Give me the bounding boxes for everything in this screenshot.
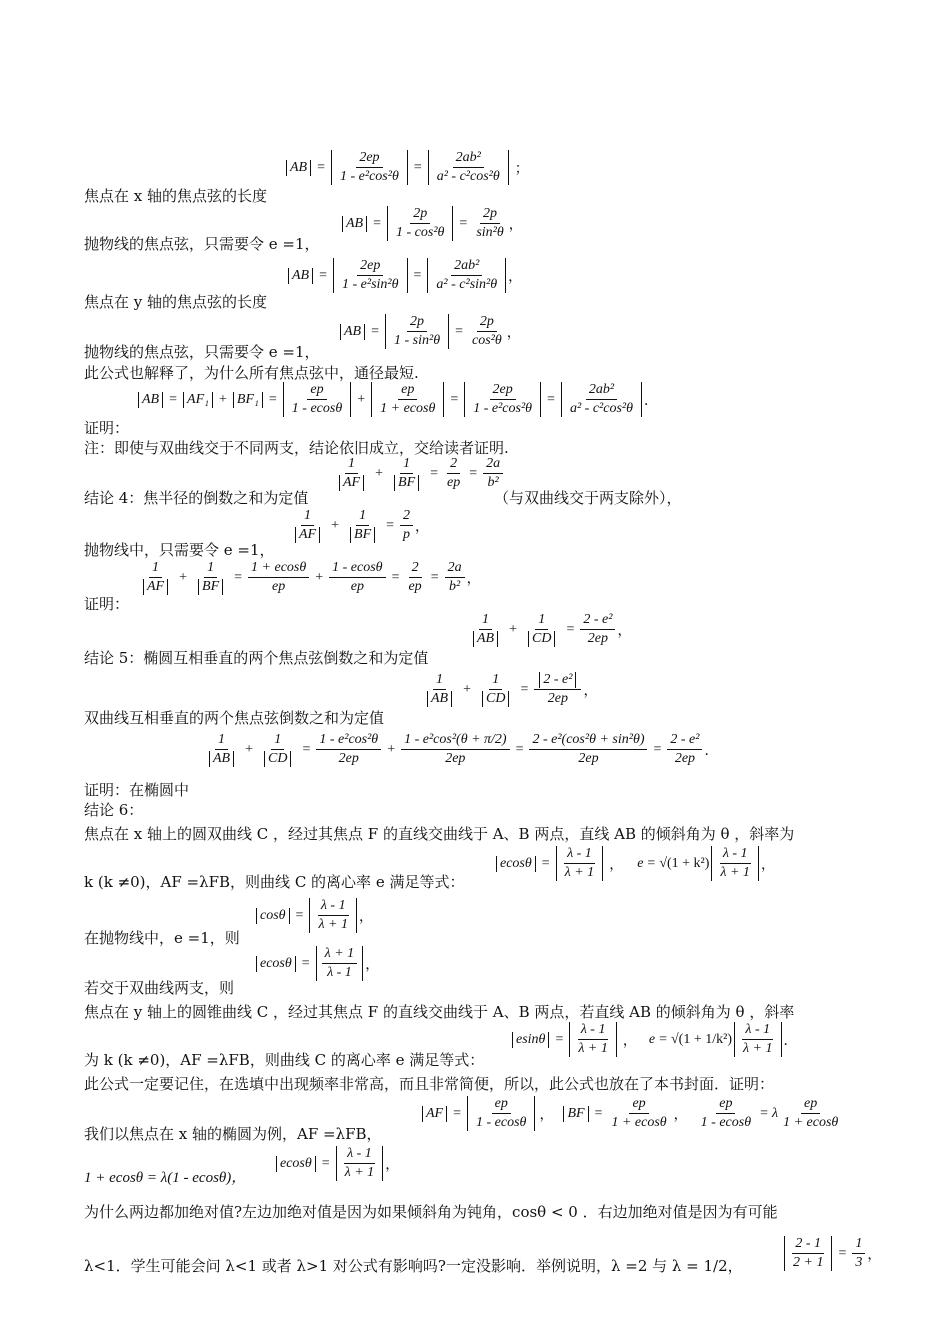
formula-parabola-cos: cosθ = $\frac{\lambda - 1}{\lambda + 1}$ ， — [254, 898, 373, 933]
formula-ab-y-axis: AB = $\frac{2ep}{\text{1 - e²sin²θ}}$ = $\frac{\text{2ab²}}{\text{a² - c²sin²θ}}$ ， — [286, 258, 522, 293]
text-line: 在抛物线中，e =1，则 — [84, 929, 240, 947]
formula-result6: ecosθ = $\frac{\lambda - 1}{\lambda + 1}$ ， — [274, 1146, 399, 1181]
text-line: 结论 4：焦半径的倒数之和为定值 — [84, 489, 309, 507]
text-line: 1 + ecosθ = λ(1 - ecosθ)， — [84, 1170, 247, 1186]
text-line: 结论 6： — [84, 801, 144, 819]
formula-example: $\frac{2 - 1}{2 + 1}$ = $\frac{1}{3}$ ， — [782, 1236, 881, 1271]
formula-parabola-y: AB = $\frac{2p}{\text{1 - sin²θ}}$ = $\frac{2p}{\text{cos²θ}}$ ， — [338, 314, 521, 349]
text-line: 焦点在 x 轴的焦点弦的长度 — [84, 187, 267, 205]
formula-conclusion5-ellipse: $\frac{1}{AB}$ + $\frac{1}{CD}$ = $\frac{\text{2 - e²}}{2ep}$ ， — [466, 612, 631, 647]
text-line: 双曲线互相垂直的两个焦点弦倒数之和为定值 — [84, 709, 385, 727]
formula-conclusion5-hyperbola: $\frac{1}{AB}$ + $\frac{1}{CD}$ = $\frac{\text{2 - e²}}{2ep}$ ， — [420, 672, 597, 707]
formula-proof6: AF = $\frac{ep}{1 - ecos\theta}$ ， BF = $\frac{ep}{1 + ecos\theta}$ ， $\frac{ep}{1 - ecos\theta}$ = λ $\frac{ep}{1 + ecos\theta}$ — [420, 1096, 843, 1131]
formula-parabola-sum: $\frac{1}{AF}$ + $\frac{1}{BF}$ = $\frac{2}{p}$ ， — [288, 508, 429, 543]
text-line: 为 k (k ≠0)，AF =λFB，则曲线 C 的离心率 e 满足等式： — [84, 1051, 485, 1069]
text-line: 焦点在 y 轴的焦点弦的长度 — [84, 293, 268, 311]
text-line: 此公式也解释了，为什么所有焦点弦中，通径最短. — [84, 364, 419, 382]
formula-proof-ab: AB = AF₁ + BF₁ = $\frac{ep}{1 - ecos\theta}$ + $\frac{ep}{1 + ecos\theta}$ = $\frac{2ep}{\text{1 - e²cos²θ}}$ = $\frac{\text{2ab²}}{\text{a² - c²cos²θ}}$ ． — [136, 382, 658, 417]
text-line: 焦点在 x 轴上的圆双曲线 C ，经过其焦点 F 的直线交曲线于 A、B 两点，直线 AB 的倾斜角为 θ ，斜率为 — [84, 825, 795, 843]
text-line: 抛物线的焦点弦，只需要令 e =1， — [84, 235, 320, 253]
formula-conclusion6-x: ecosθ = $\frac{\lambda - 1}{\lambda + 1}$ ， e = √(1 + k²) $\frac{\lambda - 1}{\lambda + 1}$ ， — [494, 846, 775, 881]
text-line: λ<1．学生可能会问 λ<1 或者 λ>1 对公式有影响吗?一定没影响．举例说明，λ =2 与 λ = 1/2， — [84, 1257, 743, 1275]
formula-conclusion6-y: esinθ = $\frac{\lambda - 1}{\lambda + 1}$ ， e = √(1 + 1/k²) $\frac{\lambda - 1}{\lambda + 1}$ ． — [510, 1022, 798, 1057]
formula-proof4: $\frac{1}{AF}$ + $\frac{1}{BF}$ = $\frac{1 + ecos\theta}{ep}$ + $\frac{1 - ecos\theta}{ep}$ = $\frac{2}{ep}$ = $\frac{2a}{\text{b²}}$ ， — [136, 560, 481, 595]
text-line: 结论 5：椭圆互相垂直的两个焦点弦倒数之和为定值 — [84, 649, 429, 667]
text-line: 为什么两边都加绝对值?左边加绝对值是因为如果倾斜角为钝角，cosθ < 0 ．右边加绝对值是因为有可能 — [84, 1203, 778, 1221]
formula-proof5: $\frac{1}{AB}$ + $\frac{1}{CD}$ = $\frac{\text{1 - e²cos²θ}}{2ep}$ + $\frac{\text{1 - e²cos²(θ + π/2)}}{2ep}$ = $\frac{\text{2 - e²(cos²θ + sin²θ)}}{2ep}$ = $\frac{\text{2 - e²}}{2ep}$ ． — [202, 732, 718, 767]
text-line: 若交于双曲线两支，则 — [84, 979, 235, 997]
text-line: 抛物线的焦点弦，只需要令 e =1， — [84, 343, 320, 361]
formula-parabola-x: AB = $\frac{2p}{\text{1 - cos²θ}}$ = $\frac{2p}{\text{sin²θ}}$ ， — [340, 206, 523, 241]
text-line: （与双曲线交于两支除外）， — [494, 489, 682, 507]
text-line: 此公式一定要记住，在选填中出现频率非常高，而且非常简便，所以，此公式也放在了本书封面．证明： — [84, 1075, 775, 1093]
formula-conclusion4: $\frac{1}{AF}$ + $\frac{1}{BF}$ = $\frac{2}{ep}$ = $\frac{2a}{\text{b²}}$ — [332, 456, 505, 491]
text-line: 证明：在椭圆中 — [84, 781, 190, 799]
text-line: 我们以焦点在 x 轴的椭圆为例，AF =λFB， — [84, 1125, 382, 1143]
text-line: 抛物线中，只需要令 e =1， — [84, 541, 275, 559]
text-line: k (k ≠0)，AF =λFB，则曲线 C 的离心率 e 满足等式： — [84, 873, 465, 891]
text-line: 注：即使与双曲线交于不同两支，结论依旧成立，交给读者证明. — [84, 439, 509, 457]
formula-ab-x-axis: AB = $\frac{2ep}{\text{1 - e²cos²θ}}$ = $\frac{\text{2ab²}}{\text{a² - c²cos²θ}}$ ； — [284, 150, 529, 185]
text-line: 证明： — [84, 595, 130, 613]
text-line: 证明： — [84, 419, 130, 437]
formula-hyperbola-two-branches: ecosθ = $\frac{\lambda + 1}{\lambda - 1}$ ， — [254, 946, 379, 981]
text-line: 焦点在 y 轴上的圆锥曲线 C ，经过其焦点 F 的直线交曲线于 A、B 两点，若直线 AB 的倾斜角为 θ ，斜率 — [84, 1003, 795, 1021]
